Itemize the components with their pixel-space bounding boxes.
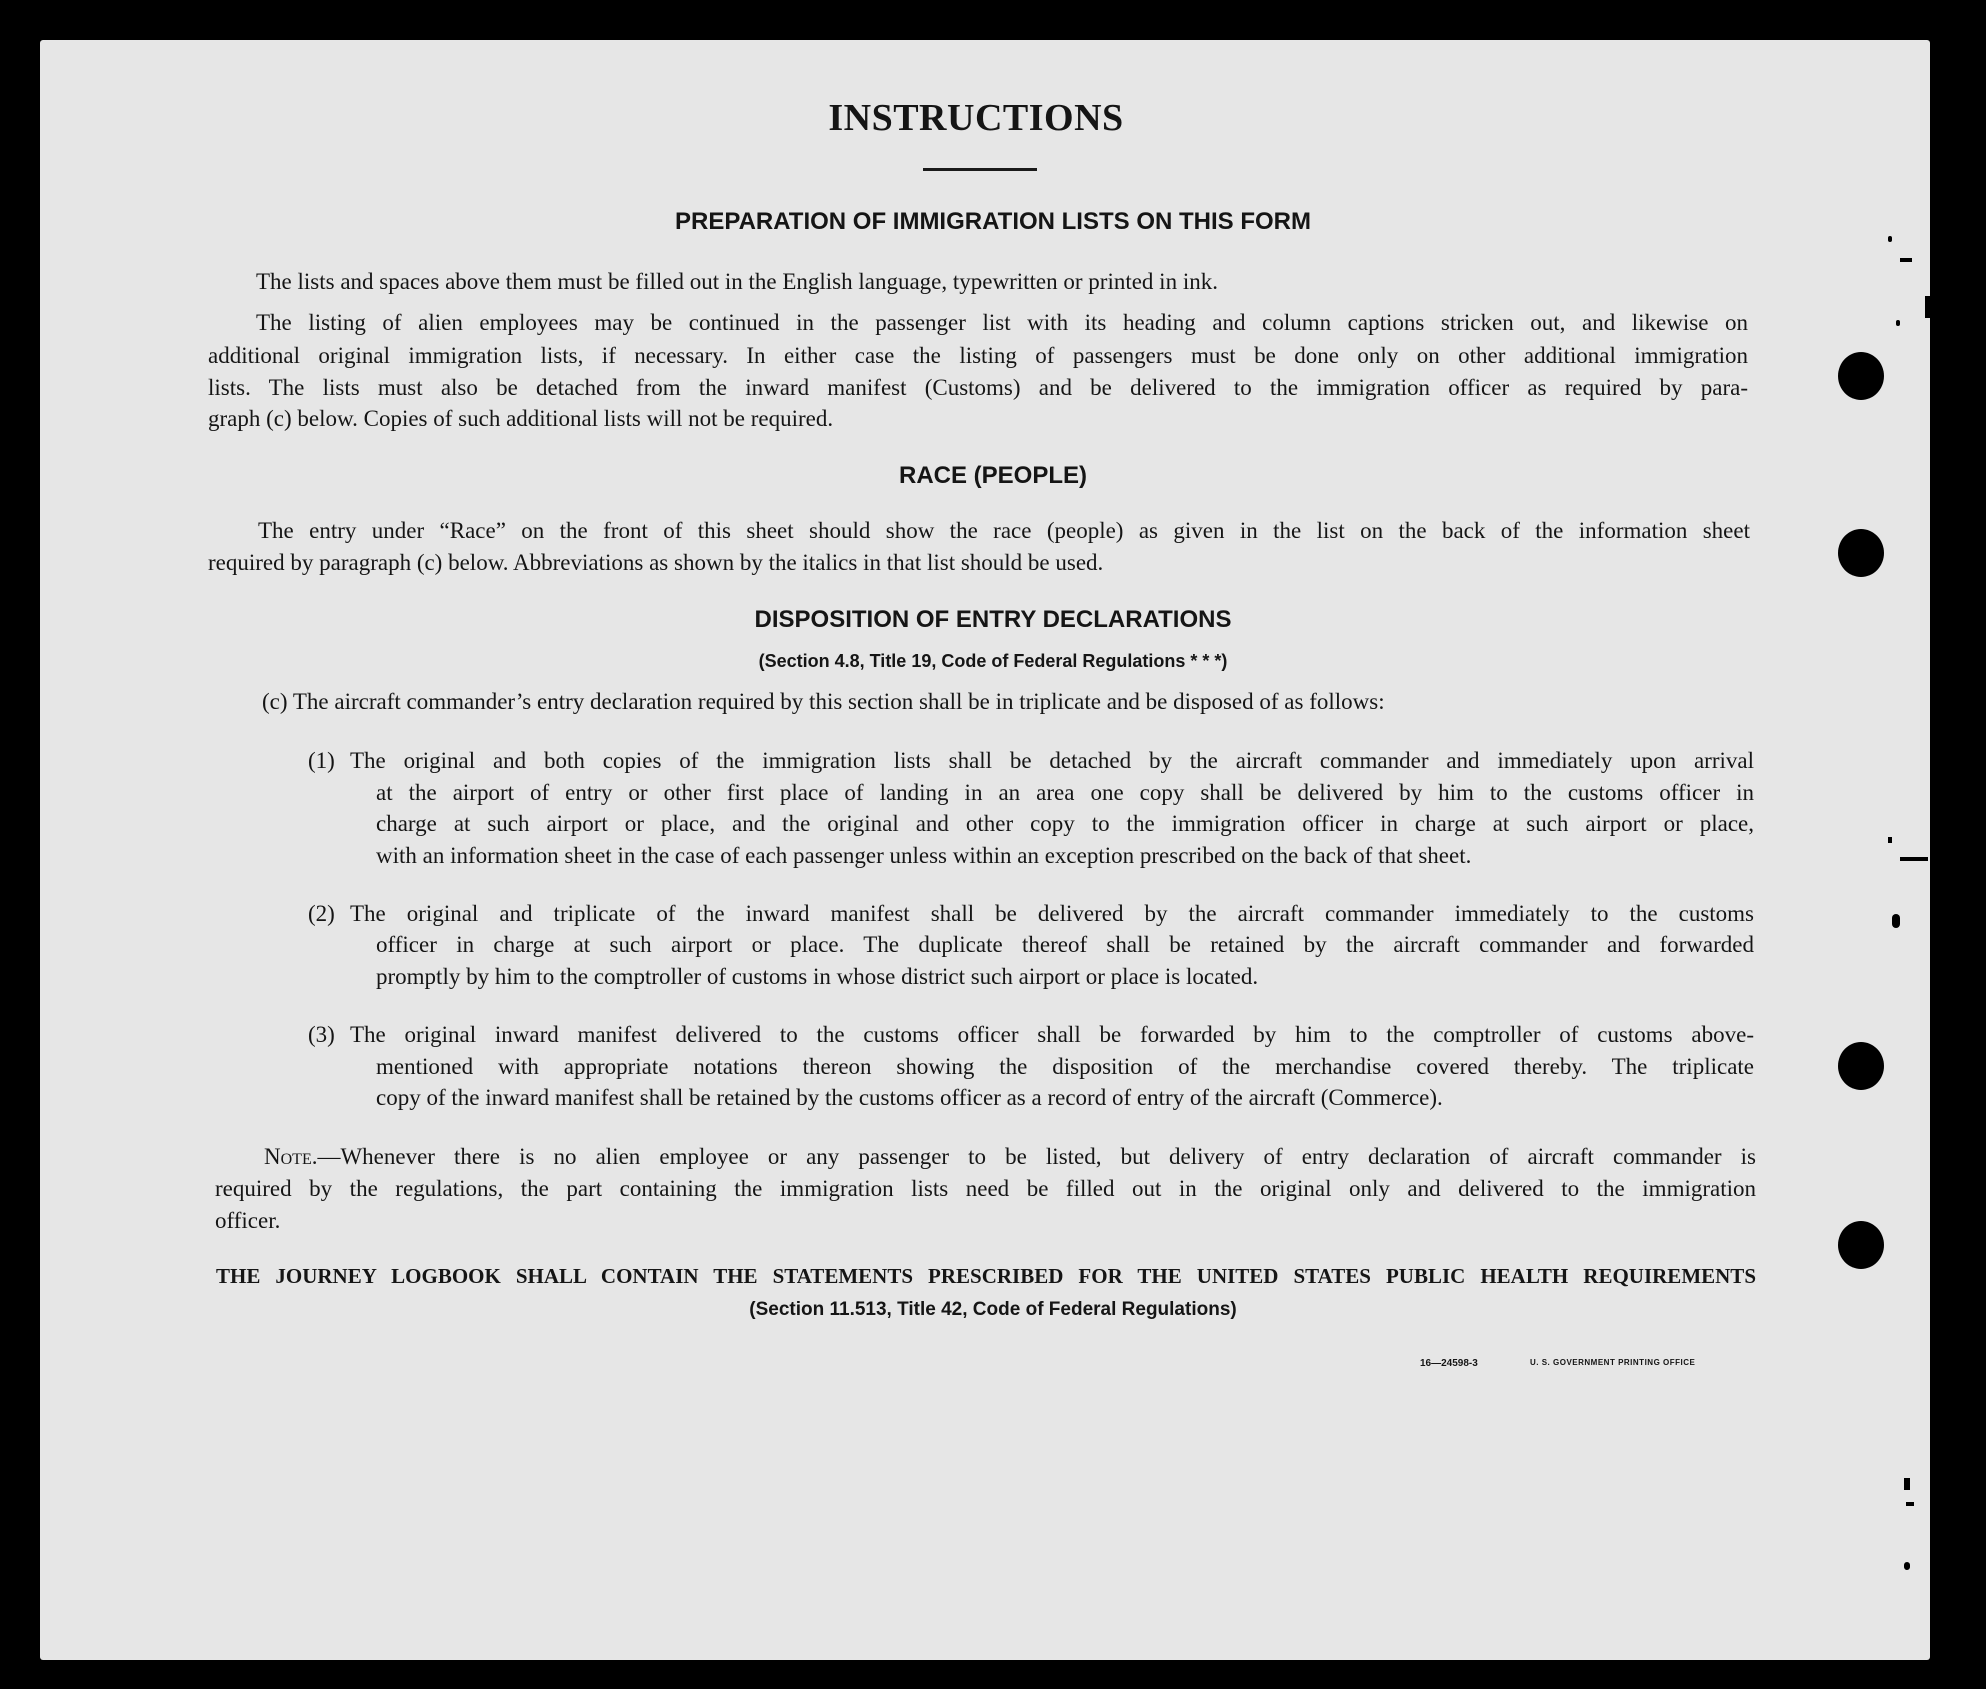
item-1-line: with an information sheet in the case of each passenger unless within an exception prescribed on the back of that sheet. — [376, 843, 1472, 868]
edge-mark — [1900, 258, 1912, 262]
punch-hole — [1838, 529, 1884, 577]
note-label: Note. — [264, 1144, 318, 1169]
item-3-line: The original inward manifest delivered to the customs officer shall be forwarded by him to the comptroller of customs above- — [350, 1022, 1754, 1047]
race-paragraph-line: The entry under “Race” on the front of this sheet should show the race (people) as given in the list on the back of the information sheet — [258, 518, 1750, 543]
edge-mark — [1888, 236, 1892, 242]
note-line: required by the regulations, the part containing the immigration lists need be filled out in the original only and delivered to the immigration — [215, 1176, 1756, 1201]
item-number: (1) — [308, 748, 335, 773]
item-2-line: The original and triplicate of the inward manifest shall be delivered by the aircraft commander immediately to the customs — [350, 901, 1754, 926]
edge-mark — [1888, 837, 1892, 843]
punch-hole — [1838, 1042, 1884, 1090]
race-heading: RACE (PEOPLE) — [898, 462, 1087, 489]
printing-office-imprint: U. S. GOVERNMENT PRINTING OFFICE — [1530, 1358, 1696, 1367]
item-3-line: mentioned with appropriate notations thereon showing the disposition of the merchandise covered thereby. The triplicate — [376, 1054, 1754, 1079]
note-line — [264, 1144, 1756, 1170]
title-underline — [923, 168, 1037, 171]
edge-mark — [1904, 1478, 1910, 1490]
punch-hole — [1838, 1221, 1884, 1269]
immigration-paragraph-2-line: lists. The lists must also be detached from the inward manifest (Customs) and be delivered to the immigration officer as required by para- — [208, 375, 1748, 400]
edge-mark — [1900, 857, 1928, 861]
edge-mark — [1904, 1562, 1910, 1570]
health-requirements-reference: (Section 11.513, Title 42, Code of Federal Regulations) — [749, 1299, 1237, 1320]
immigration-paragraph-2-line: graph (c) below. Copies of such additional lists will not be required. — [208, 406, 834, 431]
page-title: INSTRUCTIONS — [828, 97, 1124, 139]
immigration-paragraph-2-line: additional original immigration lists, if necessary. In either case the listing of passengers must be done only on other additional immigration — [208, 343, 1748, 368]
immigration-heading: PREPARATION OF IMMIGRATION LISTS ON THIS FORM — [675, 208, 1311, 235]
item-1-line: charge at such airport or place, and the original and other copy to the immigration officer in charge at such airport or place, — [376, 811, 1754, 836]
edge-mark — [1896, 320, 1900, 326]
item-number: (2) — [308, 901, 335, 926]
health-requirements-statement: THE JOURNEY LOGBOOK SHALL CONTAIN THE STATEMENTS PRESCRIBED FOR THE UNITED STATES PUBLIC HEALTH REQUIREMENTS — [216, 1264, 1756, 1288]
item-number: (3) — [308, 1022, 335, 1047]
disposition-intro: (c) The aircraft commander’s entry declaration required by this section shall be in triplicate and be disposed of as follows: — [262, 689, 1385, 714]
punch-hole — [1838, 352, 1884, 400]
edge-mark — [1906, 1502, 1914, 1506]
race-paragraph-line: required by paragraph (c) below. Abbreviations as shown by the italics in that list should be used. — [208, 550, 1104, 575]
note-line: officer. — [215, 1208, 281, 1233]
form-print-code: 16—24598-3 — [1420, 1358, 1478, 1369]
immigration-paragraph-1: The lists and spaces above them must be filled out in the English language, typewritten or printed in ink. — [256, 269, 1218, 294]
edge-mark — [1925, 296, 1930, 318]
disposition-heading: DISPOSITION OF ENTRY DECLARATIONS — [754, 606, 1232, 633]
item-2-line: officer in charge at such airport or place. The duplicate thereof shall be retained by the aircraft commander and forwarded — [376, 932, 1754, 957]
item-1-line: The original and both copies of the immigration lists shall be detached by the aircraft commander and immediately upon arrival — [350, 748, 1754, 773]
item-2-line: promptly by him to the comptroller of customs in whose district such airport or place is located. — [376, 964, 1259, 989]
edge-mark — [1892, 914, 1900, 928]
disposition-reference: (Section 4.8, Title 19, Code of Federal Regulations * * *) — [758, 651, 1228, 671]
immigration-paragraph-2-line: The listing of alien employees may be continued in the passenger list with its heading and column captions stricken out, and likewise on — [256, 310, 1748, 335]
note-text: —Whenever there is no alien employee or any passenger to be listed, but delivery of entry declaration of aircraft commander is — [317, 1144, 1756, 1169]
item-3-line: copy of the inward manifest shall be retained by the customs officer as a record of entry of the aircraft (Commerce). — [376, 1085, 1443, 1110]
item-1-line: at the airport of entry or other first place of landing in an area one copy shall be delivered by him to the customs officer in — [376, 780, 1754, 805]
